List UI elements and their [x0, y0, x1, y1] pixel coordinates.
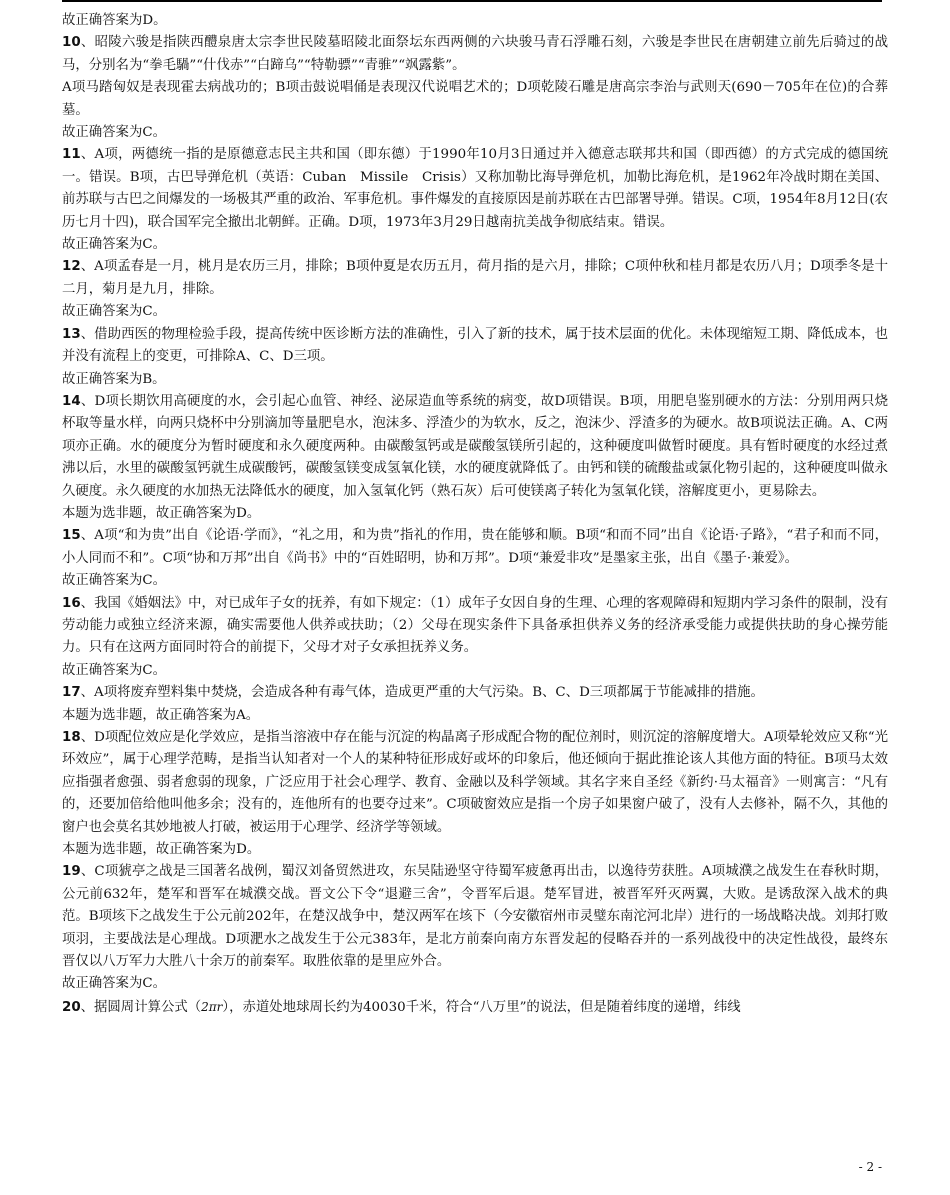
circumference-formula: 2πr	[201, 999, 223, 1014]
question-20-explanation: 20、据圆周计算公式（2πr），赤道处地球周长约为40030千米，符合“八万里”的说法，但是随着纬度的递增，纬线	[62, 999, 741, 1015]
answer-line: 故正确答案为D。	[62, 13, 167, 28]
answer-line: 故正确答案为C。	[62, 237, 166, 253]
question-17-explanation: 17、A项将废弃塑料集中焚烧，会造成各种有毒气体，造成更严重的大气污染。B、C、D三项都属于节能减排的措施。	[62, 685, 764, 701]
answer-line: 故正确答案为C。	[62, 125, 166, 141]
page-number: - 2 -	[858, 1160, 882, 1174]
question-13-explanation: 13、借助西医的物理检验手段，提高传统中医诊断方法的准确性，引入了新的技术，属于技术层面的优化。未体现缩短工期、降低成本，也并没有流程上的变更，可排除A、C、D三项。	[62, 326, 888, 365]
answer-line: 故正确答案为C。	[62, 976, 166, 992]
answer-line: 故正确答案为C。	[62, 304, 166, 320]
question-14-explanation: 14、D项长期饮用高硬度的水，会引起心血管、神经、泌尿造血等系统的病变，故D项错误。B项，用肥皂鉴别硬水的方法：分别用两只烧杯取等量水样，向两只烧杯中分别滴加等量肥皂水，泡沫多、浮渣少的为软水，反之，泡沫少、浮渣多的为硬水。故B项说法正确。A、C两项亦正确。水的硬度分为暂时硬度和永久硬度两种。由碳酸氢钙或是碳酸氢镁所引起的，这种硬度叫做暂时硬度。具有暂时硬度的水经过煮沸以后，水里的碳酸氢钙就生成碳酸钙，碳酸氢镁变成氢氧化镁，水的硬度就降低了。由钙和镁的硫酸盐或氯化物引起的，这种硬度叫做永久硬度。永久硬度的水加热无法降低水的硬度，加入氢氧化钙（熟石灰）后可使镁离子转化为氢氧化镁，溶解度更小，更易除去。	[62, 393, 888, 499]
answer-line: 故正确答案为C。	[62, 662, 166, 678]
question-16-explanation: 16、我国《婚姻法》中，对已成年子女的抚养，有如下规定：（1）成年子女因自身的生理、心理的客观障碍和短期内学习条件的限制，没有劳动能力或独立经济来源，确实需要他人供养或扶助；（2）父母在现实条件下具备承担供养义务的经济承受能力或提供扶助的身心操劳能力。只有在这两方面同时符合的前提下，父母才对子女承担抚养义务。	[62, 595, 888, 656]
question-10-explanation: 10、昭陵六骏是指陕西醴泉唐太宗李世民陵墓昭陵北面祭坛东西两侧的六块骏马青石浮雕石刻，六骏是李世民在唐朝建立前先后骑过的战马，分别名为“拳毛騧”“什伐赤”“白蹄乌”“特勒骠”“青骓”“飒露紫”。	[62, 35, 888, 73]
answer-explanations	[62, 10, 888, 1019]
question-10-detail: A项马踏匈奴是表现霍去病战功的；B项击鼓说唱俑是表现汉代说唱艺术的；D项乾陵石雕是唐高宗李治与武则天(690－705年在位)的合葬墓。	[62, 80, 888, 118]
answer-line: 故正确答案为B。	[62, 371, 166, 387]
question-15-explanation: 15、A项“和为贵”出自《论语·学而》，“礼之用，和为贵”指礼的作用，贵在能够和顺。B项“和而不同”出自《论语·子路》，“君子和而不同，小人同而不和”。C项“协和万邦”出自《尚书》中的“百姓昭明，协和万邦”。D项“兼爱非攻”是墨家主张，出自《墨子·兼爱》。	[62, 528, 888, 566]
question-11-explanation: 11、A项，两德统一指的是原德意志民主共和国（即东德）于1990年10月3日通过并入德意志联邦共和国（即西德）的方式完成的德国统一。错误。B项，古巴导弹危机（英语：Cuban Missile Crisis）又称加勒比海导弹危机，加勒比海危机，是1962年冷战时期在美国、前苏联与古巴之间爆发的一场极其严重的政治、军事危机。事件爆发的直接原因是前苏联在古巴部署导弹。错误。C项，1954年8月12日(农历七月十四)，联合国军完全撤出北朝鲜。正确。D项，1973年3月29日越南抗美战争彻底结束。错误。	[62, 147, 888, 230]
question-19-explanation: 19、C项猇亭之战是三国著名战例，蜀汉刘备贸然进攻，东吴陆逊坚守待蜀军疲惫再出击，以逸待劳获胜。A项城濮之战发生在春秋时期，公元前632年，楚军和晋军在城濮交战。晋文公下令“退避三舍”，令晋军后退。楚军冒进，被晋军歼灭两翼，大败。是诱敌深入战术的典范。B项垓下之战发生于公元前202年，在楚汉战争中，楚汉两军在垓下（今安徽宿州市灵璧东南沱河北岸）进行的一场战略决战。刘邦打败项羽，主要战法是心理战。D项淝水之战发生于公元383年，是北方前秦向南方东晋发起的侵略吞并的一系列战役中的决定性战役，最终东晋仅以八万军力大胜八十余万的前秦军。取胜依靠的是里应外合。	[62, 864, 888, 970]
question-18-explanation: 18、D项配位效应是化学效应，是指当溶液中存在能与沉淀的构晶离子形成配合物的配位剂时，则沉淀的溶解度增大。A项晕轮效应又称“光环效应”，属于心理学范畴，是指当认知者对一个人的某种特征形成好或坏的印象后，他还倾向于据此推论该人其他方面的特征。B项马太效应指强者愈强、弱者愈弱的现象，广泛应用于社会心理学、教育、金融以及科学领域。其名字来自圣经《新约·马太福音》一则寓言：“凡有的，还要加倍给他叫他多余；没有的，连他所有的也要夺过来”。C项破窗效应是指一个房子如果窗户破了，没有人去修补，隔不久，其他的窗户也会莫名其妙地被人打破，被运用于心理学、经济学等领域。	[62, 730, 888, 835]
question-12-explanation: 12、A项孟春是一月，桃月是农历三月，排除；B项仲夏是农历五月，荷月指的是六月，排除；C项仲秋和桂月都是农历八月；D项季冬是十二月，菊月是九月，排除。	[62, 259, 888, 297]
answer-line: 本题为选非题，故正确答案为A。	[62, 707, 260, 723]
header-rule	[62, 0, 882, 2]
answer-line: 故正确答案为C。	[62, 573, 166, 589]
answer-line: 本题为选非题，故正确答案为D。	[62, 505, 261, 521]
answer-line: 本题为选非题，故正确答案为D。	[62, 842, 261, 858]
